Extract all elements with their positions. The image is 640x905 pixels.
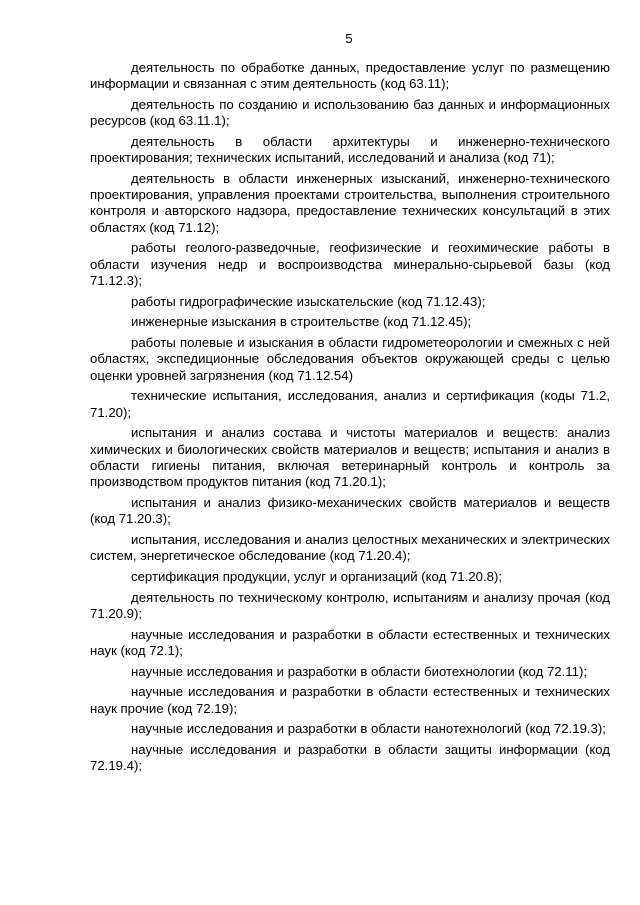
paragraph: научные исследования и разработки в области естественных и технических наук прочие (код 72.19); bbox=[90, 684, 610, 716]
paragraph: испытания и анализ состава и чистоты материалов и веществ: анализ химических и биологических свойств материалов и веществ; испытания и анализ в области гигиены питания, включая ветеринарный контроль и контроль за производством продуктов питания (код 71.20.1); bbox=[90, 425, 610, 490]
paragraph: испытания и анализ физико-механических свойств материалов и веществ (код 71.20.3); bbox=[90, 494, 610, 527]
paragraph: деятельность в области архитектуры и инженерно-технического проектирования; технических испытаний, исследований и анализа (код 71); bbox=[90, 134, 610, 166]
paragraph: испытания, исследования и анализ целостных механических и электрических систем, энергетическое обследование (код 71.20.4); bbox=[90, 531, 610, 564]
paragraph: работы геолого-разведочные, геофизические и геохимические работы в области изучения недр и воспроизводства минерально-сырьевой базы (код 71.12.3); bbox=[90, 240, 610, 288]
paragraph: работы полевые и изыскания в области гидрометеорологии и смежных с ней областях, экспедиционные обследования объектов окружающей среды с целью оценки уровней загрязнения (код 71.12.54) bbox=[90, 335, 610, 383]
paragraph: работы гидрографические изыскательские (код 71.12.43); bbox=[131, 293, 486, 309]
paragraph: инженерные изыскания в строительстве (код 71.12.45); bbox=[131, 314, 472, 330]
paragraph: деятельность в области инженерных изысканий, инженерно-технического проектирования, управления проектами строительства, выполнения строительного контроля и авторского надзора, предоставление технических консультаций в этих областях (код 71.12); bbox=[90, 171, 610, 235]
paragraph: деятельность по обработке данных, предоставление услуг по размещению информации и связанная с этим деятельность (код 63.11); bbox=[90, 60, 610, 92]
paragraph: научные исследования и разработки в области биотехнологии (код 72.11); bbox=[131, 663, 588, 679]
paragraph: деятельность по созданию и использованию баз данных и информационных ресурсов (код 63.11.1); bbox=[90, 97, 610, 129]
paragraph: научные исследования и разработки в области нанотехнологий (код 72.19.3); bbox=[131, 721, 606, 737]
paragraph: технические испытания, исследования, анализ и сертификация (коды 71.2, 71.20); bbox=[90, 388, 610, 420]
paragraph: научные исследования и разработки в области защиты информации (код 72.19.4); bbox=[90, 742, 610, 774]
page-number: 5 bbox=[345, 31, 353, 46]
paragraph-list bbox=[90, 60, 610, 779]
paragraph: сертификация продукции, услуг и организаций (код 71.20.8); bbox=[131, 568, 503, 584]
paragraph: научные исследования и разработки в области естественных и технических наук (код 72.1); bbox=[90, 626, 610, 658]
paragraph: деятельность по техническому контролю, испытаниям и анализу прочая (код 71.20.9); bbox=[90, 589, 610, 621]
